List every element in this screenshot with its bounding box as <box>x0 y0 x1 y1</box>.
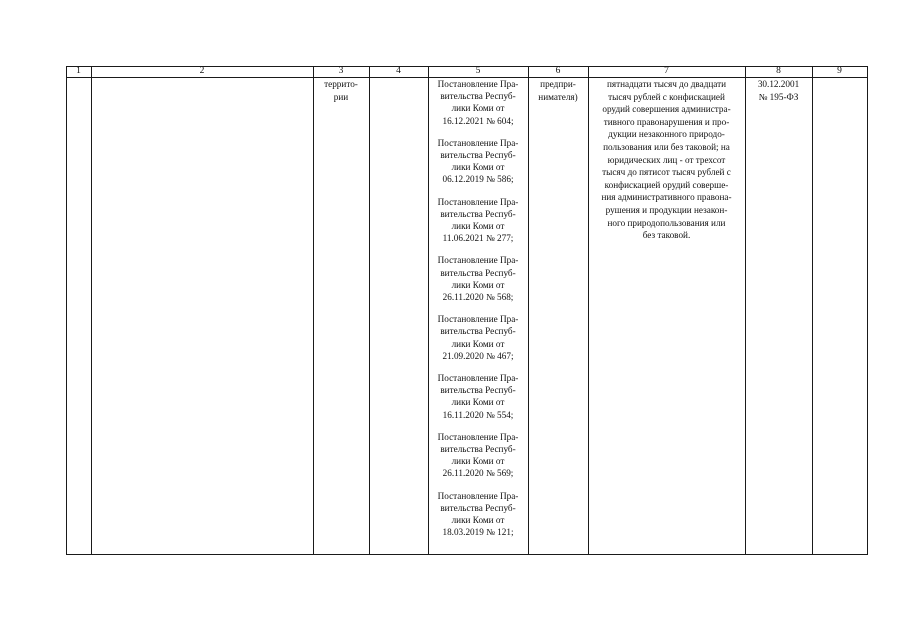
entry-line: 16.12.2021 № 604; <box>442 115 514 126</box>
entry-line: лики Коми от <box>451 397 505 408</box>
entry-line: Постановление Пра- <box>437 137 519 148</box>
cell-col5 <box>430 78 526 549</box>
column-divider <box>313 66 314 555</box>
cell-text-line: ния административного правона- <box>601 192 732 203</box>
cell-text-line: нимателя) <box>538 91 578 102</box>
column-number: 1 <box>76 66 81 76</box>
entry-line: вительства Респуб- <box>440 502 516 513</box>
entry-line: Постановление Пра- <box>437 314 519 325</box>
entry-line: вительства Респуб- <box>440 150 516 161</box>
column-divider <box>66 66 67 555</box>
entry-line: Постановление Пра- <box>437 196 519 207</box>
column-divider <box>428 66 429 555</box>
column-number: 5 <box>475 66 481 76</box>
cell-text-line: дукции незаконного природо- <box>608 129 725 140</box>
cell-text-line: без таковой. <box>642 230 691 241</box>
cell-col3 <box>313 78 369 103</box>
entry-line: лики Коми от <box>451 103 505 114</box>
regulation-entry <box>430 78 526 127</box>
entry-line: вительства Респуб- <box>440 91 516 102</box>
cell-text-line: террито- <box>324 79 358 89</box>
entry-line: 16.11.2020 № 554; <box>442 409 514 420</box>
column-divider <box>528 66 529 555</box>
entry-line: 11.06.2021 № 277; <box>442 233 514 244</box>
entry-line: 18.03.2019 № 121; <box>442 527 514 538</box>
entry-line: вительства Респуб- <box>440 208 516 219</box>
cell-text-line: орудий совершения администра- <box>602 104 731 115</box>
cell-text-line: тивного правонарушения и про- <box>603 116 730 127</box>
regulation-entry <box>430 372 526 421</box>
cell-col7 <box>590 78 743 242</box>
column-divider <box>91 66 92 555</box>
column-divider <box>369 66 370 555</box>
entry-line: лики Коми от <box>451 221 505 232</box>
regulation-entry <box>430 137 526 186</box>
entry-line: Постановление Пра- <box>437 431 519 442</box>
cell-text-line: ного природопользования или <box>607 217 726 228</box>
column-number: 8 <box>776 66 781 76</box>
entry-line: лики Коми от <box>451 162 505 173</box>
entry-line: 26.11.2020 № 568; <box>442 292 514 303</box>
regulation-entry <box>430 254 526 303</box>
entry-line: 21.09.2020 № 467; <box>442 350 514 361</box>
cell-text-line: рии <box>333 91 349 102</box>
regulation-entry <box>430 490 526 539</box>
entry-line: 06.12.2019 № 586; <box>442 174 514 185</box>
cell-text-line: юридических лиц - от трехсот <box>607 154 726 165</box>
column-number: 6 <box>555 66 561 76</box>
cell-text-line: 30.12.2001 <box>757 79 800 89</box>
cell-text-line: тысяч рублей с конфискацией <box>608 91 725 102</box>
cell-text-line: тысяч до пятисот тысяч рублей с <box>602 167 731 178</box>
entry-line: вительства Респуб- <box>440 385 516 396</box>
column-number: 4 <box>396 66 401 76</box>
entry-line: Постановление Пра- <box>437 79 519 89</box>
entry-line: Постановление Пра- <box>437 490 519 501</box>
column-number: 7 <box>664 66 669 76</box>
entry-line: вительства Респуб- <box>440 267 516 278</box>
regulation-entry <box>430 431 526 480</box>
column-number: 2 <box>199 66 205 76</box>
regulation-entry <box>430 313 526 362</box>
column-divider <box>812 66 813 555</box>
column-number: 3 <box>338 66 344 76</box>
entry-line: лики Коми от <box>451 279 505 290</box>
cell-col6 <box>528 78 588 103</box>
cell-text-line: предпри- <box>540 79 576 89</box>
entry-line: лики Коми от <box>451 456 505 467</box>
entry-line: Постановление Пра- <box>437 255 519 266</box>
column-divider <box>745 66 746 555</box>
entry-line: Постановление Пра- <box>437 373 519 384</box>
entry-line: вительства Респуб- <box>440 326 516 337</box>
entry-line: вительства Респуб- <box>440 444 516 455</box>
column-number: 9 <box>837 66 842 76</box>
column-divider <box>867 66 868 555</box>
cell-col8 <box>745 78 812 103</box>
table-bottom-border <box>66 554 867 555</box>
entry-line: лики Коми от <box>451 515 505 526</box>
entry-line: лики Коми от <box>451 338 505 349</box>
cell-text-line: конфискацией орудий соверше- <box>604 179 729 190</box>
column-divider <box>588 66 589 555</box>
entry-line: 26.11.2020 № 569; <box>442 468 514 479</box>
cell-text-line: № 195-ФЗ <box>758 91 799 102</box>
cell-text-line: рушения и продукции незакон- <box>605 204 728 215</box>
regulation-entry <box>430 196 526 245</box>
cell-text-line: пятнадцати тысяч до двадцати <box>606 79 727 89</box>
cell-text-line: пользования или без таковой; на <box>603 141 730 152</box>
